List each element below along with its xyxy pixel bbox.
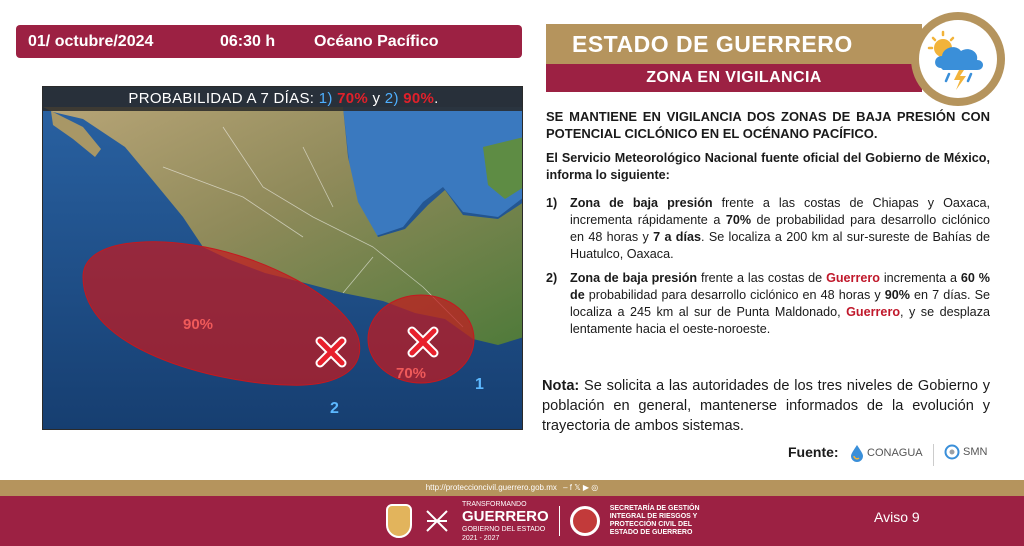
note-label: Nota: <box>542 378 580 394</box>
map-title-pct1: 70% <box>337 90 369 107</box>
item-text: , y se desplaza lentamente hacia el oeste-noroeste. <box>570 305 990 336</box>
date-text: 01/ octubre/2024 <box>28 32 154 50</box>
source-label: Fuente: <box>788 444 839 460</box>
logo1-small: TRANSFORMANDO <box>462 500 527 508</box>
item-bold: 60 % de <box>570 271 990 302</box>
footer-logos <box>386 502 720 540</box>
state-header <box>546 24 922 92</box>
note <box>542 376 990 436</box>
map-title-prefix: PROBABILIDAD A 7 DÍAS: <box>128 90 319 107</box>
item-text: . Se localiza a 200 km al sur-sureste de Bahías de Huatulco, Oaxaca. <box>570 230 990 261</box>
map-title-num1: 1) <box>318 90 333 107</box>
conagua-text: CONAGUA <box>867 447 923 459</box>
map-graphic <box>43 87 523 430</box>
water-drop-icon <box>850 444 864 462</box>
item-number: 1) <box>546 196 558 210</box>
footer <box>0 496 1024 546</box>
smn-logo <box>944 444 987 460</box>
probability-map <box>42 86 523 430</box>
map-title-and: y <box>368 90 385 107</box>
item-lead: Zona de baja presión <box>570 271 698 285</box>
date-bar <box>16 25 522 58</box>
civil-protection-icon <box>570 506 600 536</box>
footer-url-bar <box>0 480 1024 496</box>
smn-emblem-icon <box>944 444 960 460</box>
state-shield-icon <box>386 504 412 538</box>
item-bold: 70% <box>725 213 752 227</box>
item-number: 2) <box>546 271 558 285</box>
weather-icon-badge <box>911 12 1005 106</box>
item-text: en 7 días. Se localiza a 245 km al sur de Punta Maldonado, <box>570 288 990 319</box>
map-title-pct2: 90% <box>403 90 435 107</box>
map-title <box>43 87 523 111</box>
list-item <box>546 195 990 263</box>
region-text: Océano Pacífico <box>314 32 439 50</box>
footer-url[interactable]: http://proteccioncivil.guerrero.gob.mx <box>425 483 557 492</box>
headline: SE MANTIENE EN VIGILANCIA DOS ZONAS DE BAJA PRESIÓN CON POTENCIAL CICLÓNICO EN EL OCÉNANO PACÍFICO. <box>546 109 990 141</box>
intro-text: El Servicio Meteorológico Nacional fuente oficial del Gobierno de México, informa lo siguiente: <box>546 151 990 182</box>
zone-1-percent-label: 70% <box>396 365 427 382</box>
item-lead: Zona de baja presión <box>570 196 713 210</box>
item-text: probabilidad para desarrollo ciclónico en 48 horas y <box>584 288 885 302</box>
zone-2-number: 2 <box>330 400 339 417</box>
map-title-num2: 2) <box>384 90 399 107</box>
guerrero-emblem-icon <box>422 506 452 536</box>
storm-cloud-icon <box>919 20 997 98</box>
note-text: Se solicita a las autoridades de los tres niveles de Gobierno y población en general, mantenerse informados de la evolución y trayectoria de ambos sistemas. <box>542 378 990 434</box>
item-text: frente a las costas de <box>697 271 827 285</box>
state-title: ESTADO DE GUERRERO <box>546 24 922 64</box>
item-highlight: Guerrero <box>826 271 880 285</box>
item-text: incrementa a <box>879 271 961 285</box>
map-title-end: . <box>434 90 439 107</box>
watch-subtitle: ZONA EN VIGILANCIA <box>546 64 922 92</box>
logo1-sub: GOBIERNO DEL ESTADO <box>462 525 546 533</box>
item-text: de probabilidad para desarrollo ciclónico en 48 horas y <box>570 213 990 244</box>
item-bold: 90% <box>884 288 910 302</box>
logo1-years: 2021 - 2027 <box>462 534 500 542</box>
list-item <box>546 270 990 338</box>
logo1-big: GUERRERO <box>462 507 549 525</box>
smn-text: SMN <box>963 446 988 458</box>
guerrero-logo-text <box>462 500 549 543</box>
time-text: 06:30 h <box>220 32 276 50</box>
civil-protection-text: SECRETARÍA DE GESTIÓN INTEGRAL DE RIESGOS Y PROTECCIÓN CIVIL DEL ESTADO DE GUERRERO <box>609 505 700 536</box>
item-text: frente a las costas de Chiapas y Oaxaca, incrementa rápidamente a <box>570 196 990 227</box>
item-highlight: Guerrero <box>846 305 901 319</box>
source-divider <box>933 444 934 466</box>
conagua-logo <box>850 444 923 462</box>
item-bold: 7 a días <box>653 230 701 244</box>
zone-1-number: 1 <box>475 376 484 393</box>
zone-2-percent-label: 90% <box>183 316 214 333</box>
footer-divider <box>559 506 560 536</box>
notice-number: Aviso 9 <box>874 509 920 525</box>
social-icons[interactable]: – f 𝕏 ▶ ◎ <box>563 483 599 492</box>
